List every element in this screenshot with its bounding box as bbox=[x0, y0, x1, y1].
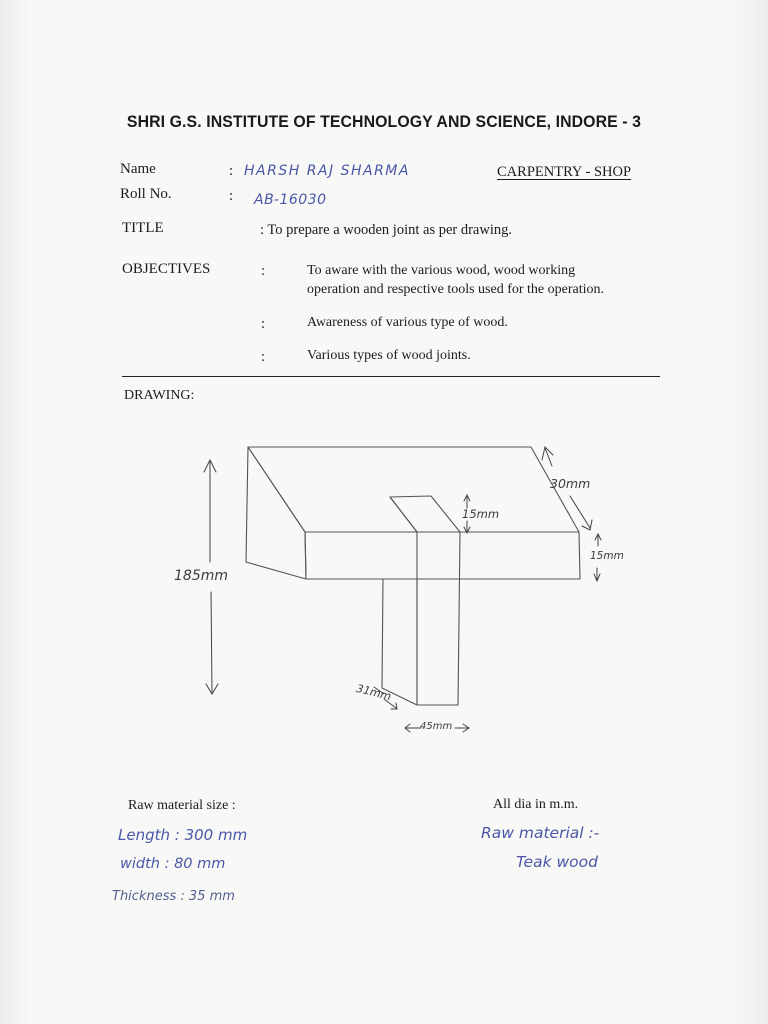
thickness-arrow bbox=[595, 534, 601, 546]
leg-front bbox=[417, 532, 460, 705]
dim-leg-depth-label: 31mm bbox=[354, 681, 393, 704]
objective-colon: : bbox=[261, 316, 266, 332]
student-name: HARSH RAJ SHARMA bbox=[244, 163, 410, 179]
height-arrow bbox=[204, 460, 216, 562]
dim-height-label: 185mm bbox=[174, 568, 228, 584]
roll-colon: : bbox=[229, 188, 234, 204]
dim-leg-width-label: 45mm bbox=[420, 721, 453, 732]
length-value: Length : 300 mm bbox=[118, 826, 248, 844]
raw-material-label: Raw material size : bbox=[128, 798, 236, 813]
leg-left bbox=[382, 497, 417, 705]
roll-number: AB-16030 bbox=[254, 192, 327, 208]
width-arrow bbox=[570, 496, 592, 530]
material-value: Teak wood bbox=[516, 853, 598, 871]
dim-top-width-label: 30mm bbox=[550, 476, 591, 491]
slab-front-face bbox=[305, 532, 580, 579]
units-note: All dia in m.m. bbox=[493, 797, 579, 812]
leg-top bbox=[390, 496, 460, 532]
title-text: : To prepare a wooden joint as per drawing. bbox=[260, 222, 512, 238]
slab-outline bbox=[248, 447, 579, 532]
title-label: TITLE bbox=[122, 220, 164, 236]
objective-item-line: operation and respective tools used for the operation. bbox=[307, 282, 605, 297]
name-colon: : bbox=[229, 163, 234, 179]
objectives-label: OBJECTIVES bbox=[122, 261, 211, 277]
thickness-value: Thickness : 35 mm bbox=[112, 889, 235, 904]
name-label: Name bbox=[120, 161, 156, 177]
notch-arrow bbox=[464, 521, 470, 533]
dim-notch-label: 15mm bbox=[462, 507, 500, 521]
thickness-arrow bbox=[594, 568, 600, 581]
objective-colon: : bbox=[261, 349, 266, 365]
institute-header: SHRI G.S. INSTITUTE OF TECHNOLOGY AND SCIENCE, INDORE - 3 bbox=[126, 113, 642, 131]
objective-item-line: Awareness of various type of wood. bbox=[307, 315, 508, 330]
drawing-label: DRAWING: bbox=[124, 388, 195, 403]
slab-side-face bbox=[246, 447, 306, 579]
width-arrow bbox=[542, 447, 553, 466]
height-arrow bbox=[206, 592, 218, 694]
width-value: width : 80 mm bbox=[120, 856, 226, 872]
roll-label: Roll No. bbox=[120, 186, 172, 202]
material-label: Raw material :- bbox=[481, 824, 600, 842]
shop-title: CARPENTRY - SHOP bbox=[497, 164, 632, 180]
objective-colon: : bbox=[261, 263, 266, 279]
objective-item-line: Various types of wood joints. bbox=[307, 348, 471, 363]
objective-item-line: To aware with the various wood, wood working bbox=[307, 263, 576, 278]
dim-thickness-label: 15mm bbox=[590, 550, 624, 562]
